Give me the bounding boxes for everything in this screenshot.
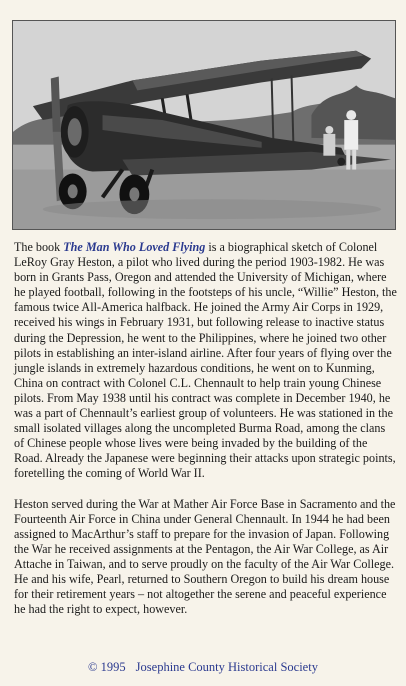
organization-name: Josephine County Historical Society — [135, 660, 318, 674]
paragraph-1-body: is a biographical sketch of Colonel LeRoy Gray Heston, a pilot who lived during the period 1903-1982. He was born in Grants Pass, Oregon and attended the University of Michigan, where he played football, following in the footsteps of his uncle, “Willie” Heston, the famous twice All-America halfback. He joined the Army Air Corps in 1929, received his wings in February 1931, but following release to inactive status during the Depression, he went to the Philippines, where he joined two other pilots in establishing an inter-island airline. After four years of flying over the jungle islands in extremely hazardous conditions, he went on to Kunming, China on contract with Colonel C.L. Chennault to help train young Chinese pilots. From May 1938 until his contract was complete in December 1940, he was a part of Chennault’s earliest group of volunteers. He was stationed in the small isolated villages along the uncompleted Burma Road, among the clans of Chinese people whose lives were being invaded by the building of the Road. Already the Japanese were beginning their attacks upon strategic points, foretelling the coming of World War II. — [14, 240, 397, 481]
article-text — [14, 240, 398, 632]
copyright-footer — [0, 660, 406, 675]
biplane-illustration — [13, 21, 395, 229]
paragraph-2: Heston served during the War at Mather Air Force Base in Sacramento and the Fourteenth Air Force in China under General Chennault. In 1944 he had been assigned to MacArthur’s staff to prepare for the invasion of Japan. Following the War he received assignments at the Pentagon, the Air War College, as Air Attache in Taiwan, and to serve proudly on the faculty of the Air War College. He and his wife, Pearl, returned to Southern Oregon to build his dream house for their retirement years – not altogether the serene and peaceful experience he had the right to expect, however. — [14, 496, 396, 617]
paragraph-1 — [14, 240, 398, 482]
paragraph-1-lead: The book — [14, 240, 64, 254]
biplane-photo — [12, 20, 396, 230]
book-title: The Man Who Loved Flying — [63, 240, 206, 254]
copyright-year: © 1995 — [88, 660, 126, 674]
